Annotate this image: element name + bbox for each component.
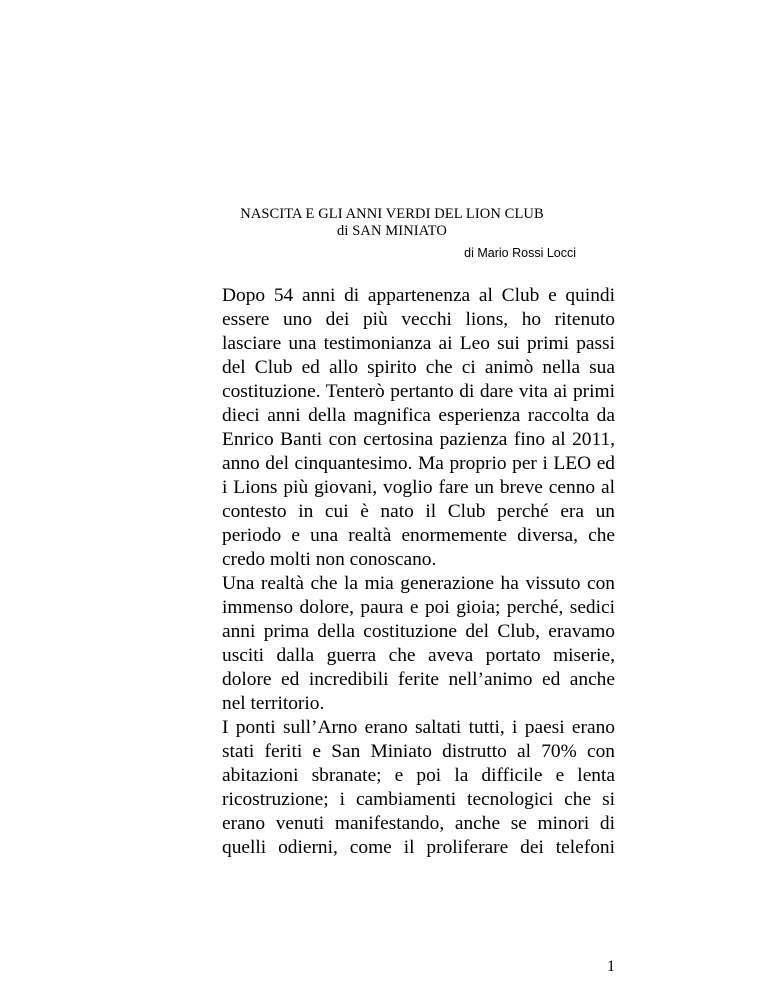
text-line: ricostruzione; i cambiamenti tecnologici che si (222, 789, 615, 810)
paragraph-1 (222, 284, 615, 572)
title-line-2: di SAN MINIATO (337, 223, 447, 239)
text-line: Enrico Banti con certosina pazienza fino al 2011, (222, 429, 615, 450)
text-line: lasciare una testimonianza ai Leo sui primi passi (222, 333, 615, 354)
page-number: 1 (607, 958, 615, 975)
text-line: credo molti non conoscano. (222, 549, 437, 570)
text-line: costituzione. Tenterò pertanto di dare vita ai primi (222, 381, 615, 402)
text-line: anno del cinquantesimo. Ma proprio per i LEO ed (222, 453, 615, 474)
author-byline: di Mario Rossi Locci (464, 246, 576, 260)
text-line: i Lions più giovani, voglio fare un breve cenno al (222, 477, 615, 498)
paragraph-3 (222, 716, 615, 860)
paragraph-2 (222, 572, 615, 716)
text-line: immenso dolore, paura e poi gioia; perché, sedici (222, 597, 615, 618)
text-line: abitazioni sbranate; e poi la difficile e lenta (222, 765, 615, 786)
text-line: dolore ed incredibili ferite nell’animo ed anche (222, 669, 615, 690)
text-line: dieci anni della magnifica esperienza raccolta da (222, 405, 615, 426)
text-line: contesto in cui è nato il Club perché era un (222, 501, 615, 522)
text-line: periodo e una realtà enormemente diversa, che (222, 525, 615, 546)
text-line: anni prima della costituzione del Club, eravamo (222, 621, 615, 642)
document-title (200, 206, 584, 240)
text-line: nel territorio. (222, 693, 325, 714)
text-line: stati feriti e San Miniato distrutto al 70% con (222, 741, 615, 762)
text-line: quelli odierni, come il proliferare dei telefoni (222, 837, 615, 858)
title-line-1: NASCITA E GLI ANNI VERDI DEL LION CLUB (240, 206, 544, 222)
text-line: essere uno dei più vecchi lions, ho ritenuto (222, 309, 615, 330)
text-line: del Club ed allo spirito che ci animò nella sua (222, 357, 615, 378)
body-text (222, 284, 615, 860)
text-line: Una realtà che la mia generazione ha vissuto con (222, 573, 615, 594)
text-line: erano venuti manifestando, anche se minori di (222, 813, 615, 834)
text-line: Dopo 54 anni di appartenenza al Club e quindi (222, 285, 615, 306)
text-line: usciti dalla guerra che aveva portato miserie, (222, 645, 615, 666)
text-line: I ponti sull’Arno erano saltati tutti, i paesi erano (222, 717, 615, 738)
